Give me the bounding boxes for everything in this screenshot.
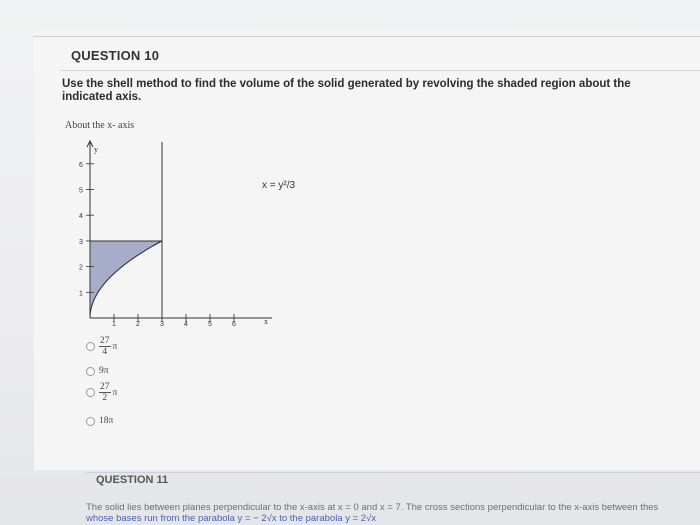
radio-choice-4[interactable] (86, 417, 95, 426)
choice-4-text: 18π (99, 416, 114, 426)
choice-1[interactable] (86, 336, 117, 357)
choice-3-denominator: 2 (102, 393, 108, 403)
choice-3-fraction (99, 382, 111, 403)
y-tick-label: 5 (79, 187, 83, 195)
choice-3[interactable] (86, 382, 117, 403)
x-tick-label: 2 (136, 321, 140, 328)
choice-2-text: 9π (99, 366, 109, 376)
y-tick-label: 2 (79, 264, 83, 272)
curve-label: x = y²/3 (262, 180, 296, 191)
x-tick-label: 3 (160, 321, 164, 328)
title-divider (60, 70, 700, 71)
axis-label: About the x- axis (65, 120, 135, 131)
choice-1-pi: π (112, 341, 118, 352)
x-tick-label: 6 (232, 321, 236, 328)
radio-choice-1[interactable] (86, 342, 95, 351)
choice-3-numerator: 27 (100, 382, 110, 392)
x-tick-label: 1 (112, 321, 116, 328)
question11-title: QUESTION 11 (96, 474, 169, 486)
choice-1-fraction (99, 336, 111, 357)
question11-line1: The solid lies between planes perpendicular to the x-axis at x = 0 and x = 7. The cross sections perpendicular to the x-axis between thes (86, 502, 659, 513)
radio-choice-2[interactable] (86, 367, 95, 376)
y-tick-label: 1 (79, 290, 83, 298)
y-axis-label: y (94, 145, 98, 154)
top-divider (34, 36, 700, 37)
question-title: QUESTION 10 (71, 48, 160, 63)
y-tick-label: 4 (79, 213, 83, 221)
question-prompt: Use the shell method to find the volume of the solid generated by revolving the shaded region about the indicated axis. (62, 78, 631, 103)
choice-1-numerator: 27 (100, 336, 110, 346)
choice-1-denominator: 4 (102, 347, 108, 357)
x-tick-label: 5 (208, 321, 212, 328)
question11-line2: whose bases run from the parabola y = − 2√x to the parabola y = 2√x (86, 513, 377, 524)
x-axis-label: x (264, 317, 268, 326)
region-graph (76, 138, 276, 334)
y-tick-label: 6 (79, 161, 83, 169)
question11-text (86, 502, 700, 524)
choice-2[interactable] (86, 366, 109, 376)
question11-divider (86, 472, 700, 473)
choice-4[interactable] (86, 416, 113, 426)
shaded-region (90, 241, 162, 318)
radio-choice-3[interactable] (86, 388, 95, 397)
y-tick-label: 3 (79, 238, 83, 246)
choice-3-pi: π (112, 387, 118, 398)
x-tick-label: 4 (184, 321, 188, 328)
